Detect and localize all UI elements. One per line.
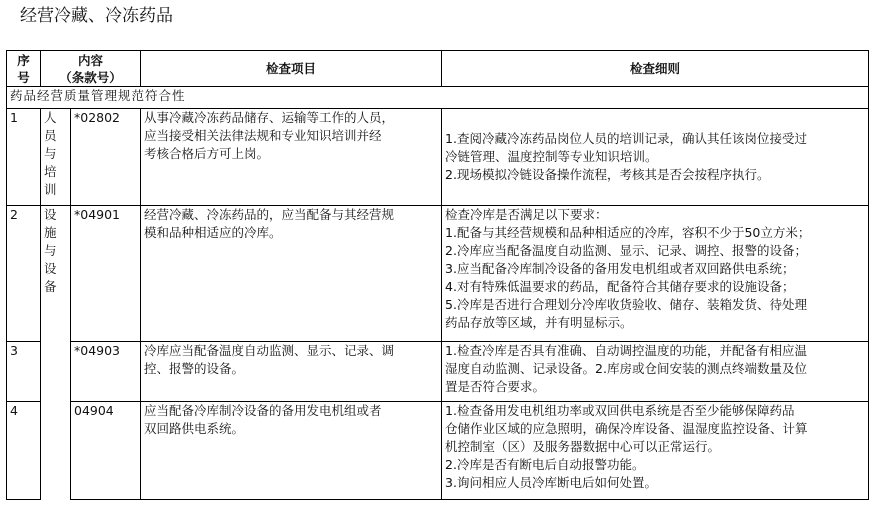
header-content: 内容 （条款号） xyxy=(41,51,141,87)
row-code: *04903 xyxy=(71,342,141,402)
row-code: *02802 xyxy=(71,109,141,206)
row-detail: 1.查阅冷藏冷冻药品岗位人员的培训记录，确认其任该岗位接受过 冷链管理、温度控制等专业知识培训。 2.现场模拟冷链设备操作流程，考核其是否会按程序执行。 xyxy=(442,109,869,206)
table-row xyxy=(7,109,869,206)
row-seq: 2 xyxy=(7,206,41,342)
section-row xyxy=(7,87,869,109)
row-code: 04904 xyxy=(71,402,141,500)
row-item: 经营冷藏、冷冻药品的，应当配备与其经营规 模和品种相适应的冷库。 xyxy=(141,206,442,342)
row-item: 从事冷藏冷冻药品储存、运输等工作的人员， 应当接受相关法律法规和专业知识培训并经 考核合格后方可上岗。 xyxy=(141,109,442,206)
row-category: 人 员 与 培 训 xyxy=(41,109,71,206)
row-detail: 1.检查备用发电机组功率或双回供电系统是否至少能够保障药品 仓储作业区域的应急照明，确保冷库设备、温湿度监控设备、计算 机控制室（区）及服务器数据中心可以正常运行。 2.冷库是否有断电后自动报警功能。 3.询问相应人员冷库断电后如何处置。 xyxy=(442,402,869,500)
row-code: *04901 xyxy=(71,206,141,342)
header-item: 检查项目 xyxy=(141,51,442,87)
row-detail: 检查冷库是否满足以下要求： 1.配备与其经营规模和品种相适应的冷库，容积不少于50立方米； 2.冷库应当配备温度自动监测、显示、记录、调控、报警的设备； 3.应当配备冷库制冷设备的备用发电机组或者双回路供电系统； 4.对有特殊低温要求的药品，配备符合其储存要求的设施设备； 5.冷库是否进行合理划分冷库收货验收、储存、装箱发货、待处理 药品存放等区域，并有明显标示。 xyxy=(442,206,869,342)
page-title: 经营冷藏、冷冻药品 xyxy=(20,6,173,26)
row-item: 冷库应当配备温度自动监测、显示、记录、调 控、报警的设备。 xyxy=(141,342,442,402)
header-detail: 检查细则 xyxy=(442,51,869,87)
inspection-table xyxy=(6,50,869,500)
table-header-row xyxy=(7,51,869,87)
row-seq: 1 xyxy=(7,109,41,206)
row-category: 设 施 与 设 备 xyxy=(41,206,71,500)
section-label: 药品经营质量管理规范符合性 xyxy=(7,87,869,109)
row-seq: 3 xyxy=(7,342,41,402)
table-row xyxy=(7,402,869,500)
table-row xyxy=(7,342,869,402)
row-detail: 1.检查冷库是否具有准确、自动调控温度的功能，并配备有相应温 湿度自动监测、记录设备。2.库房或仓间安装的测点终端数量及位 置是否符合要求。 xyxy=(442,342,869,402)
header-seq: 序 号 xyxy=(7,51,41,87)
row-item: 应当配备冷库制冷设备的备用发电机组或者 双回路供电系统。 xyxy=(141,402,442,500)
table-row xyxy=(7,206,869,342)
row-seq: 4 xyxy=(7,402,41,500)
